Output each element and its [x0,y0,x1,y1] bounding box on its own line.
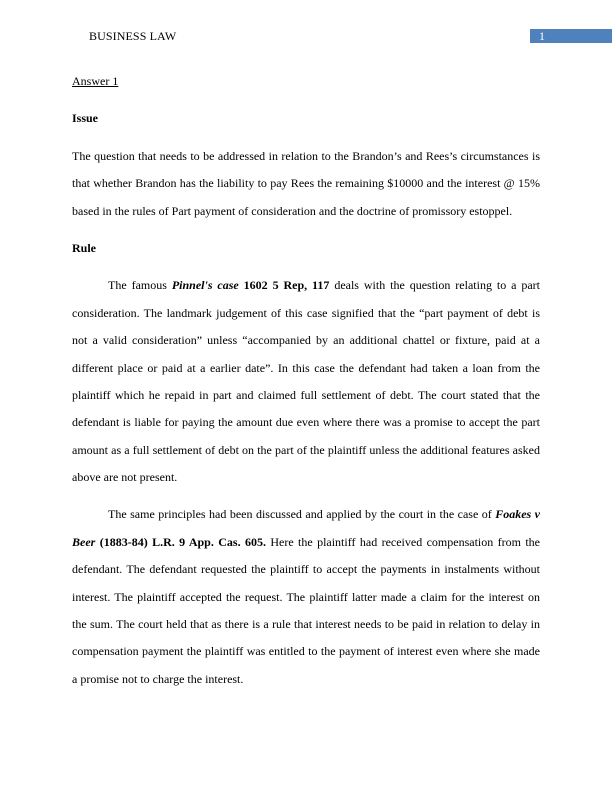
document-body [72,68,540,693]
text-run: deals with the question relating to a part [329,278,541,293]
paragraph-line: above are not present. [72,470,178,485]
paragraph-line: based in the rules of Part payment of consideration and the doctrine of promissory estoppel. [72,203,513,218]
rule-paragraph-1 [72,272,540,491]
paragraph-line: amount as a full settlement of debt on the part of the plaintiff unless the additional features asked [72,442,540,457]
answer-heading: Answer 1 [72,74,119,88]
paragraph-line: defendant. The defendant requested the plaintiff to accept the payments in instalments without [72,562,540,577]
paragraph-line [72,501,540,528]
case-citation: (1883-84) L.R. 9 App. Cas. 605. [95,534,266,549]
case-citation: 1602 5 Rep, 117 [238,278,330,293]
paragraph-line: The question that needs to be addressed in relation to the Brandon’s and Rees’s circumstances is [72,148,540,163]
paragraph-line: consideration. The landmark judgement of this case signified that the “part payment of debt is [72,305,540,320]
issue-paragraph [72,143,540,225]
rule-heading: Rule [72,240,96,255]
text-run: The famous [108,278,172,293]
case-name: Foakes v [495,507,540,522]
text-run: Here the plaintiff had received compensation from the [265,534,540,549]
page-number-bar [530,29,612,43]
paragraph-line: that whether Brandon has the liability to pay Rees the remaining $10000 and the interest @ 15% [72,176,540,191]
text-run: The same principles had been discussed and applied by the court in the case of [108,507,496,522]
paragraph-line: a promise not to charge the interest. [72,671,244,686]
paragraph-line: different place or paid at a earlier date”. In this case the defendant had taken a loan from the [72,360,540,375]
paragraph-line: the sum. The court held that as there is a rule that interest needs to be paid in relation to delay in [72,617,540,632]
rule-paragraph-2 [72,501,540,693]
paragraph-line: plaintiff which he repaid in part and claimed full settlement of debt. The court stated that the [72,387,540,402]
case-name: Pinnel's case [171,278,239,293]
page-number: 1 [539,29,545,43]
paragraph-line: defendant is liable for paying the amount due even where there was a promise to accept the part [72,415,540,430]
issue-heading: Issue [72,111,99,126]
case-name: Beer [72,534,96,549]
paragraph-line: not a valid consideration” unless “accompanied by an additional chattel or fixture, paid at a [72,333,540,348]
paragraph-line: compensation payment the plaintiff was entitled to the payment of interest even where she made [72,644,540,659]
paragraph-line [72,272,540,299]
paragraph-line: interest. The plaintiff accepted the request. The plaintiff latter made a claim for the interest on [72,589,540,604]
header-title: BUSINESS LAW [89,29,177,43]
paragraph-line [72,529,540,556]
